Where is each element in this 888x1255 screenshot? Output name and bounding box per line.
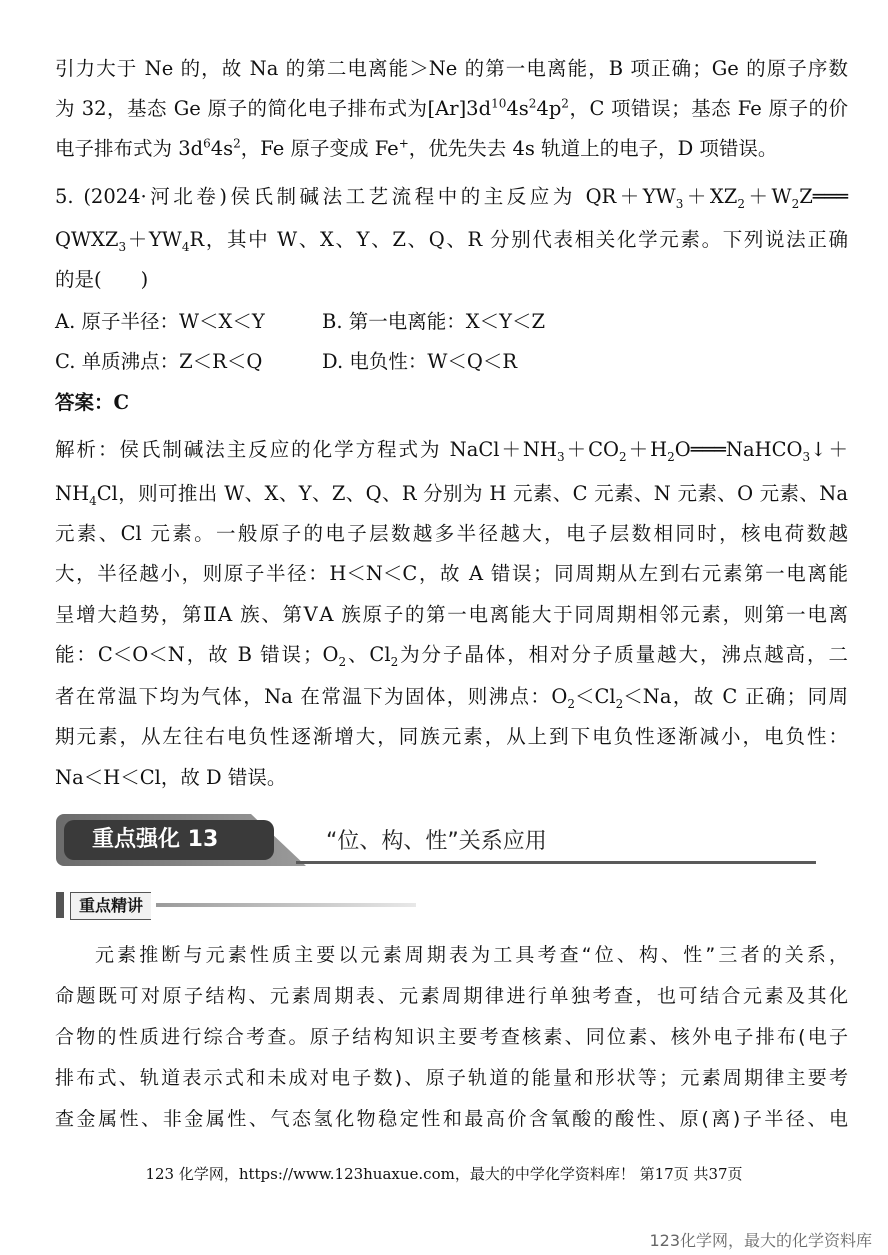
text-segment: O═══NaHCO: [674, 438, 803, 461]
subscript: 4: [89, 493, 97, 508]
text-segment: QWXZ: [55, 228, 119, 251]
text-segment: 电子排布式为 3d: [55, 137, 204, 160]
watermark: 123化学网，最大的化学资料库: [649, 1231, 872, 1250]
text-segment: 4s: [506, 97, 529, 120]
section-banner: [56, 814, 816, 866]
option-row: [55, 307, 848, 337]
explanation-line: [55, 479, 848, 509]
text-segment: 、Cl: [346, 643, 391, 666]
option-row: [55, 347, 848, 377]
text-segment: 4s: [210, 137, 234, 160]
explanation-line: [55, 600, 848, 630]
explanation-line: [55, 435, 848, 465]
text-segment: ，优先失去 4s 轨道上的电子，D 项错误。: [408, 137, 778, 160]
option-c: C. 单质沸点：Z＜R＜Q: [55, 350, 263, 373]
subsection-header: [56, 890, 416, 920]
explanation-line: [55, 763, 848, 793]
text-segment: 元素、Cl 元素。一般原子的电子层数越多半径越大，电子层数相同时，核电荷数越: [55, 522, 848, 545]
explanation-line: [55, 682, 848, 712]
subscript: 2: [615, 696, 624, 711]
banner-title: “位、构、性”关系应用: [326, 829, 547, 854]
subsection-rule: [156, 903, 416, 907]
text-segment: ↓＋: [810, 438, 848, 461]
explanation-line: [55, 640, 848, 670]
text-segment: 大，半径越小，则原子半径：H＜N＜C，故 A 错误；同周期从左到右元素第一电离能: [55, 562, 848, 585]
text-segment: ＜Cl: [574, 685, 616, 708]
subscript: 2: [618, 449, 627, 464]
text-segment: 期元素，从左往右电负性逐渐增大，同族元素，从上到下电负性逐渐减小，电负性：: [55, 725, 848, 748]
banner-label: 重点强化 13: [64, 820, 274, 860]
text-segment: 能：C＜O＜N，故 B 错误；O: [55, 643, 339, 666]
subscript: 2: [791, 196, 800, 211]
page-footer: 123 化学网，https://www.123huaxue.com，最大的中学化学资料库！ 第17页 共37页: [145, 1165, 743, 1183]
subscript: 4: [181, 239, 190, 254]
text-line: [55, 134, 848, 164]
body-paragraph-line: 排布式、轨道表示式和未成对电子数)、原子轨道的能量和形状等；元素周期律主要考: [55, 1067, 848, 1089]
subscript: 2: [737, 196, 745, 211]
superscript: 2: [528, 96, 537, 111]
subscript: 3: [556, 449, 565, 464]
superscript: 2: [233, 136, 241, 151]
text-segment: 者在常温下均为气体，Na 在常温下为固体，则沸点：O: [55, 685, 568, 708]
option-d: D. 电负性：W＜Q＜R: [322, 350, 518, 373]
text-segment: ＋CO: [564, 438, 619, 461]
text-segment: ，Fe 原子变成 Fe: [240, 137, 399, 160]
superscript: +: [398, 136, 409, 151]
text-segment: 5. (2024·河北卷)侯氏制碱法工艺流程中的主反应为 QR＋YW: [55, 185, 676, 208]
body-paragraph-line: 查金属性、非金属性、气态氢化物稳定性和最高价含氧酸的酸性、原(离)子半径、电: [55, 1108, 848, 1130]
superscript: 6: [203, 136, 211, 151]
option-a: A. 原子半径：W＜X＜Y: [55, 310, 265, 333]
text-segment: ＋YW: [126, 228, 182, 251]
subscript: 2: [338, 654, 347, 669]
subscript: 2: [390, 654, 399, 669]
banner-rule: [296, 861, 816, 864]
text-segment: Cl，则可推出 W、X、Y、Z、Q、R 分别为 H 元素、C 元素、N 元素、O 元素、Na: [96, 482, 848, 505]
text-segment: R，其中 W、X、Y、Z、Q、R 分别代表相关化学元素。下列说法正确: [189, 228, 848, 251]
subscript: 3: [118, 239, 127, 254]
explanation-line: [55, 559, 848, 589]
text-segment: 呈增大趋势，第ⅡA 族、第ⅤA 族原子的第一电离能大于同周期相邻元素，则第一电离: [55, 603, 848, 626]
text-segment: 4p: [536, 97, 562, 120]
text-segment: Na＜H＜Cl，故 D 错误。: [55, 766, 287, 789]
superscript: 2: [561, 96, 569, 111]
text-segment: 为 32，基态 Ge 原子的简化电子排布式为[Ar]3d: [55, 97, 492, 120]
text-segment: ＜Na，故 C 正确；同周: [623, 685, 849, 708]
subsection-bar: [56, 892, 64, 918]
question-stem-line: [55, 182, 848, 212]
body-paragraph-line: 合物的性质进行综合考查。原子结构知识主要考查核素、同位素、核外电子排布(电子: [55, 1026, 848, 1048]
subscript: 3: [802, 449, 811, 464]
explanation-line: [55, 722, 848, 752]
explanation-line: [55, 519, 848, 549]
text-segment: Z═══: [799, 185, 848, 208]
text-segment: 的是( ): [55, 268, 149, 291]
body-paragraph-line: 命题既可对原子结构、元素周期表、元素周期律进行单独考查，也可结合元素及其化: [55, 985, 848, 1007]
question-stem-line: [55, 225, 848, 255]
subscript: 2: [667, 449, 675, 464]
body-paragraph-line: 元素推断与元素性质主要以元素周期表为工具考查“位、构、性”三者的关系，: [95, 944, 848, 966]
text-line: [55, 54, 848, 84]
text-segment: 引力大于 Ne 的，故 Na 的第二电离能＞Ne 的第一电离能，B 项正确；Ge 的原子序数: [55, 57, 848, 80]
text-segment: NH: [55, 482, 90, 505]
text-segment: ＋H: [626, 438, 668, 461]
answer-line: [55, 388, 848, 418]
text-segment: ＋W: [744, 185, 792, 208]
subsection-label: 重点精讲: [70, 892, 151, 920]
text-segment: 为分子晶体，相对分子质量越大，沸点越高，二: [398, 643, 848, 666]
answer: 答案：C: [55, 391, 130, 414]
superscript: 10: [491, 96, 507, 111]
subscript: 3: [675, 196, 684, 211]
text-segment: ＋XZ: [683, 185, 738, 208]
question-stem-line: [55, 265, 848, 295]
subscript: 2: [567, 696, 575, 711]
text-segment: 解析：侯氏制碱法主反应的化学方程式为 NaCl＋NH: [55, 438, 557, 461]
text-line: [55, 94, 848, 124]
text-segment: ，C 项错误；基态 Fe 原子的价: [568, 97, 848, 120]
option-b: B. 第一电离能：X＜Y＜Z: [322, 310, 546, 333]
